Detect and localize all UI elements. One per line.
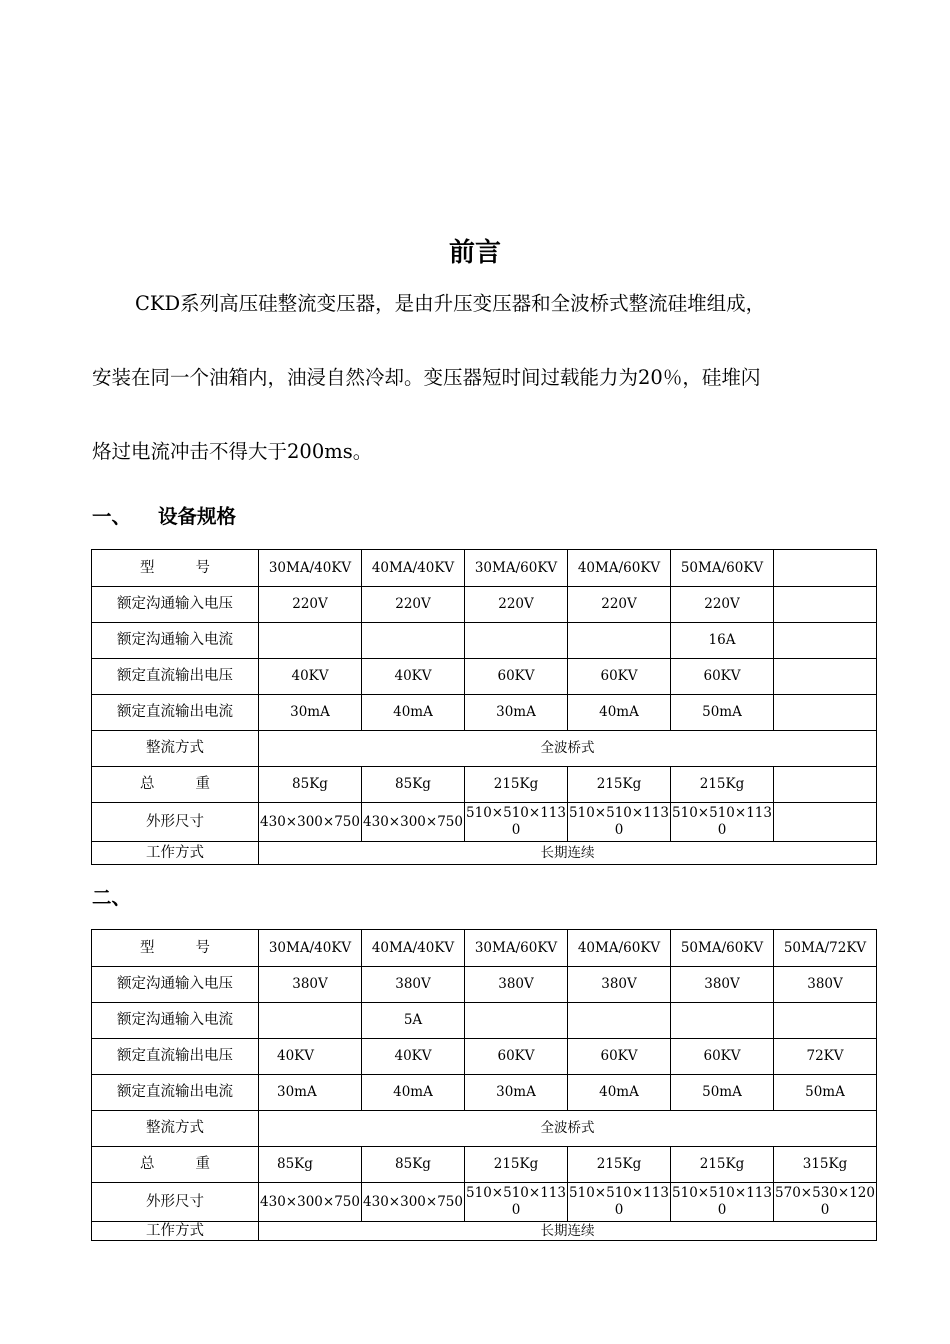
row-label-output-current: 额定直流输出电流 — [92, 1075, 259, 1111]
row-label-size: 外形尺寸 — [92, 1183, 259, 1222]
table-cell: 85Kg — [362, 767, 465, 803]
table-cell: 85Kg — [259, 1147, 362, 1183]
table-cell: 40mA — [362, 1075, 465, 1111]
table-cell: 40mA — [568, 1075, 671, 1111]
table-row — [92, 1075, 877, 1111]
table-cell — [774, 623, 877, 659]
table-row — [92, 695, 877, 731]
table-cell: 50mA — [671, 1075, 774, 1111]
section-2-number: 二、 — [92, 886, 132, 909]
table-row — [92, 1003, 877, 1039]
model-cell: 40MA/60KV — [568, 550, 671, 587]
table-cell: 510×510×1130 — [671, 1183, 774, 1222]
table-cell: 215Kg — [671, 767, 774, 803]
table-cell — [774, 767, 877, 803]
table-cell: 85Kg — [259, 767, 362, 803]
rectify-cell: 全波桥式 — [259, 1111, 877, 1147]
table-cell: 215Kg — [568, 1147, 671, 1183]
table-cell: 430×300×750 — [362, 1183, 465, 1222]
table-cell: 380V — [671, 967, 774, 1003]
row-label-input-current: 额定沟通输入电流 — [92, 623, 259, 659]
table-row — [92, 659, 877, 695]
model-cell: 40MA/40KV — [362, 550, 465, 587]
row-label-output-current: 额定直流输出电流 — [92, 695, 259, 731]
model-cell: 40MA/40KV — [362, 930, 465, 967]
table-cell: 215Kg — [671, 1147, 774, 1183]
table-cell: 40mA — [362, 695, 465, 731]
table-row — [92, 1222, 877, 1241]
table-row — [92, 803, 877, 842]
table-cell: 215Kg — [465, 1147, 568, 1183]
table-cell: 220V — [259, 587, 362, 623]
row-label-weight: 总 重 — [92, 1147, 259, 1183]
section-1-heading — [92, 501, 236, 529]
table-row — [92, 1183, 877, 1222]
table-cell — [774, 1003, 877, 1039]
spec-table-1 — [91, 549, 877, 865]
table-cell: 510×510×1130 — [465, 803, 568, 842]
page-title: 前言 — [448, 238, 501, 268]
table-cell: 220V — [465, 587, 568, 623]
table-cell: 40KV — [259, 1039, 362, 1075]
row-label-mode: 工作方式 — [92, 1222, 259, 1241]
row-label-output-voltage: 额定直流输出电压 — [92, 659, 259, 695]
table-cell: 220V — [362, 587, 465, 623]
table-cell — [465, 623, 568, 659]
table-cell: 430×300×750 — [259, 1183, 362, 1222]
table-cell: 60KV — [671, 1039, 774, 1075]
table-cell: 30mA — [259, 695, 362, 731]
table-cell: 30mA — [465, 695, 568, 731]
table-cell: 60KV — [671, 659, 774, 695]
table-row — [92, 1039, 877, 1075]
table-cell: 30mA — [259, 1075, 362, 1111]
table-cell: 85Kg — [362, 1147, 465, 1183]
spec-table-2 — [91, 929, 877, 1241]
table-cell — [774, 695, 877, 731]
row-label-input-voltage: 额定沟通输入电压 — [92, 967, 259, 1003]
section-2-heading — [92, 882, 158, 910]
table-cell: 30mA — [465, 1075, 568, 1111]
table-row — [92, 1147, 877, 1183]
row-label-rectify: 整流方式 — [92, 731, 259, 767]
table-cell — [671, 1003, 774, 1039]
table-cell: 380V — [362, 967, 465, 1003]
table-row — [92, 731, 877, 767]
table-cell: 510×510×1130 — [568, 803, 671, 842]
table-cell: 16A — [671, 623, 774, 659]
model-cell: 30MA/40KV — [259, 550, 362, 587]
model-cell: 30MA/40KV — [259, 930, 362, 967]
table-cell: 72KV — [774, 1039, 877, 1075]
rectify-cell: 全波桥式 — [259, 731, 877, 767]
table-cell — [568, 1003, 671, 1039]
table-cell: 430×300×750 — [259, 803, 362, 842]
table-cell: 60KV — [465, 659, 568, 695]
table-cell — [774, 803, 877, 842]
model-cell: 50MA/60KV — [671, 550, 774, 587]
table-cell: 50mA — [774, 1075, 877, 1111]
table-cell: 60KV — [568, 1039, 671, 1075]
table-cell — [774, 659, 877, 695]
table-row — [92, 767, 877, 803]
table-cell: 220V — [568, 587, 671, 623]
table-cell: 40KV — [362, 659, 465, 695]
table-cell: 220V — [671, 587, 774, 623]
table-cell — [259, 1003, 362, 1039]
table-cell — [774, 587, 877, 623]
row-label-size: 外形尺寸 — [92, 803, 259, 842]
table-cell — [568, 623, 671, 659]
table-cell: 60KV — [568, 659, 671, 695]
table-cell: 380V — [568, 967, 671, 1003]
table-cell: 430×300×750 — [362, 803, 465, 842]
table-cell — [362, 623, 465, 659]
table-row — [92, 1111, 877, 1147]
table-row — [92, 842, 877, 865]
row-label-input-current: 额定沟通输入电流 — [92, 1003, 259, 1039]
section-1-title: 设备规格 — [158, 505, 237, 528]
table-cell: 510×510×1130 — [465, 1183, 568, 1222]
table-cell — [259, 623, 362, 659]
table-cell: 570×530×1200 — [774, 1183, 877, 1222]
table-cell — [465, 1003, 568, 1039]
table-cell: 215Kg — [568, 767, 671, 803]
section-1-number: 一、 — [92, 505, 132, 528]
table-row — [92, 623, 877, 659]
table-cell: 315Kg — [774, 1147, 877, 1183]
model-cell: 50MA/60KV — [671, 930, 774, 967]
row-label-mode: 工作方式 — [92, 842, 259, 865]
row-label-output-voltage: 额定直流输出电压 — [92, 1039, 259, 1075]
row-label-rectify: 整流方式 — [92, 1111, 259, 1147]
intro-line-1: CKD系列高压硅整流变压器，是由升压变压器和全波桥式整流硅堆组成， — [135, 292, 766, 315]
table-cell: 510×510×1130 — [671, 803, 774, 842]
table-cell: 40KV — [259, 659, 362, 695]
table-cell: 380V — [774, 967, 877, 1003]
table-cell: 215Kg — [465, 767, 568, 803]
table-cell: 510×510×1130 — [568, 1183, 671, 1222]
table-row — [92, 587, 877, 623]
table-cell: 50mA — [671, 695, 774, 731]
table-cell: 5A — [362, 1003, 465, 1039]
table-cell: 40mA — [568, 695, 671, 731]
mode-cell: 长期连续 — [259, 842, 877, 865]
model-cell — [774, 550, 877, 587]
row-label-input-voltage: 额定沟通输入电压 — [92, 587, 259, 623]
table-row — [92, 930, 877, 967]
mode-cell: 长期连续 — [259, 1222, 877, 1241]
model-cell: 30MA/60KV — [465, 930, 568, 967]
table-cell: 60KV — [465, 1039, 568, 1075]
model-cell: 50MA/72KV — [774, 930, 877, 967]
table-cell: 380V — [465, 967, 568, 1003]
table-cell: 40KV — [362, 1039, 465, 1075]
row-label-weight: 总 重 — [92, 767, 259, 803]
intro-line-2: 安装在同一个油箱内，油浸自然冷却。变压器短时间过载能力为20％，硅堆闪 — [92, 366, 761, 389]
model-cell: 40MA/60KV — [568, 930, 671, 967]
table-cell: 380V — [259, 967, 362, 1003]
intro-line-3: 烙过电流冲击不得大于200ms。 — [92, 440, 373, 463]
model-cell: 30MA/60KV — [465, 550, 568, 587]
row-label-model: 型 号 — [92, 930, 259, 967]
row-label-model: 型 号 — [92, 550, 259, 587]
table-row — [92, 967, 877, 1003]
table-row — [92, 550, 877, 587]
